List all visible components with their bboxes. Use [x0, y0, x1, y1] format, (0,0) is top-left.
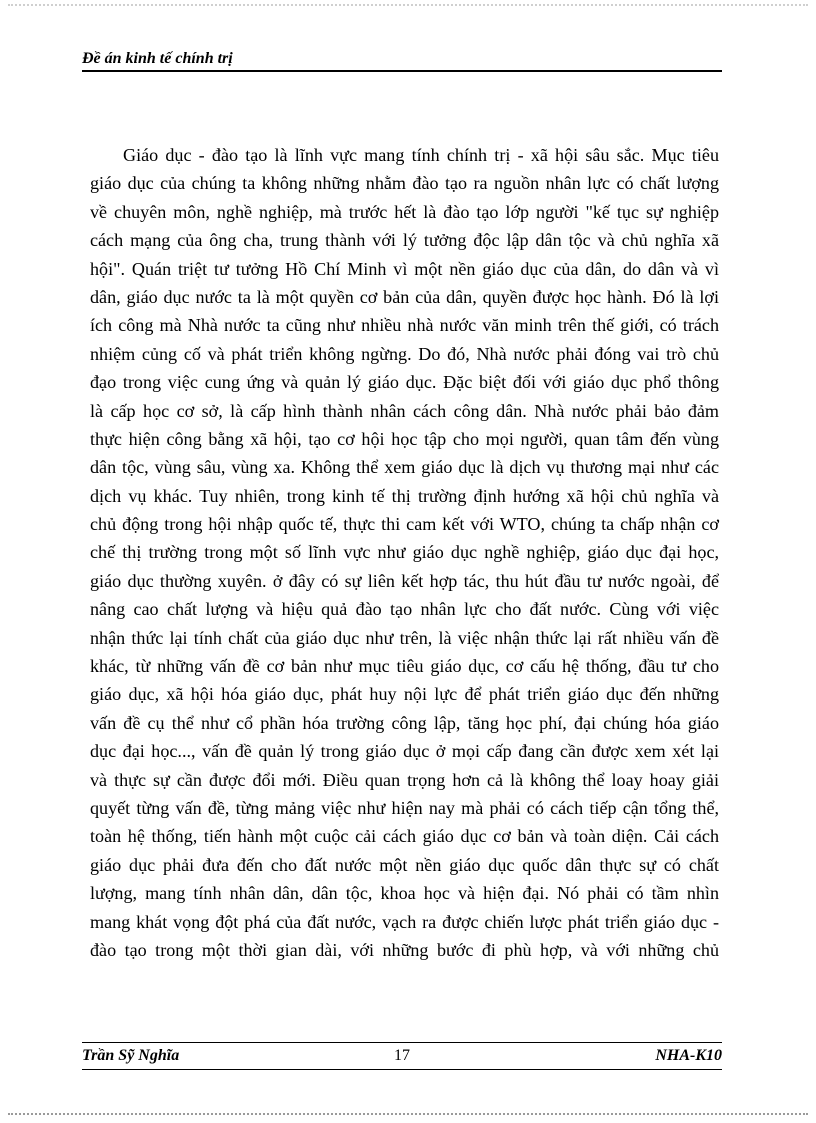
text-line: và thực sự cần được đổi mới. Điều quan trọng hơn cả là không thể loay hoay giải — [90, 769, 719, 790]
text-line: toàn hệ thống, tiến hành một cuộc cải cách giáo dục cơ bản và toàn diện. Cải cách — [90, 826, 719, 847]
text-line: đào tạo trong một thời gian dài, với những bước đi phù hợp, và với những chủ — [90, 939, 719, 960]
text-line: cách mạng của ông cha, trung thành với lý tưởng độc lập dân tộc và chủ nghĩa xã — [90, 230, 719, 251]
top-dotted-border — [8, 4, 808, 6]
text-line: quyết từng vấn đề, từng mảng việc như hiện nay mà phải có cách tiếp cận tổng thể, — [90, 797, 719, 818]
text-line: nhiệm củng cố và phát triển không ngừng. Do đó, Nhà nước phải đóng vai trò chủ — [90, 343, 719, 364]
text-line: là cấp học cơ sở, là cấp hình thành nhân cách công dân. Nhà nước phải bảo đảm — [90, 400, 719, 421]
footer-page-number: 17 — [394, 1047, 410, 1064]
text-line: về chuyên môn, nghề nghiệp, mà trước hết là đào tạo lớp người "kế tục sự nghiệp — [90, 201, 719, 222]
footer-author: Trần Sỹ Nghĩa — [82, 1047, 180, 1064]
page-header — [82, 48, 722, 72]
text-line: chủ động trong hội nhập quốc tế, thực thi cam kết với WTO, chúng ta chấp nhận cơ — [90, 514, 719, 535]
text-line: giáo dục phải đưa đến cho đất nước một nền giáo dục quốc dân thực sự có chất — [90, 854, 719, 875]
header-title: Đề án kinh tế chính trị — [82, 50, 233, 67]
text-line: đạo trong việc cung ứng và quản lý giáo dục. Đặc biệt đối với giáo dục phổ thông — [90, 372, 719, 393]
footer-code: NHA-K10 — [655, 1047, 722, 1064]
page-footer — [82, 1042, 722, 1070]
text-line: vấn đề cụ thể như cổ phần hóa trường công lập, tăng học phí, đại chúng hóa giáo — [90, 712, 719, 733]
body-paragraph — [90, 141, 719, 964]
text-line: dân tộc, vùng sâu, vùng xa. Không thể xem giáo dục là dịch vụ thương mại như các — [90, 457, 719, 478]
text-line: giáo dục thường xuyên. ở đây có sự liên kết hợp tác, thu hút đầu tư nước ngoài, để — [90, 570, 719, 591]
text-line: dịch vụ khác. Tuy nhiên, trong kinh tế thị trường định hướng xã hội chủ nghĩa và — [90, 485, 719, 506]
text-line: nâng cao chất lượng và hiệu quả đào tạo nhân lực cho đất nước. Cùng với việc — [90, 599, 719, 620]
text-line: ích công mà Nhà nước ta cũng như nhiều nhà nước văn minh trên thế giới, có trách — [90, 315, 719, 336]
text-line: hội". Quán triệt tư tưởng Hồ Chí Minh vì một nền giáo dục của dân, do dân và vì — [90, 258, 719, 279]
text-line: dân, giáo dục nước ta là một quyền cơ bản của dân, quyền được học hành. Đó là lợi — [90, 286, 719, 307]
text-line: dục đại học..., vấn đề quản lý trong giáo dục ở mọi cấp đang cần được xem xét lại — [90, 741, 719, 762]
text-line: chế thị trường trong một số lĩnh vực như giáo dục nghề nghiệp, giáo dục đại học, — [90, 542, 719, 563]
text-line: giáo dục, xã hội hóa giáo dục, phát huy nội lực để phát triển giáo dục đến những — [90, 684, 719, 705]
text-line: nhận thức lại tính chất của giáo dục như trên, là việc nhận thức lại rất nhiều vấn đề — [90, 627, 719, 648]
text-line: Giáo dục - đào tạo là lĩnh vực mang tính chính trị - xã hội sâu sắc. Mục tiêu — [123, 145, 719, 165]
text-line: thực hiện công bằng xã hội, tạo cơ hội học tập cho mọi người, quan tâm đến vùng — [90, 428, 719, 449]
text-line: giáo dục của chúng ta không những nhằm đào tạo ra nguồn nhân lực có chất lượng — [90, 173, 719, 194]
bottom-dotted-border — [8, 1113, 808, 1115]
text-line: mang khát vọng đột phá của đất nước, vạch ra được chiến lược phát triển giáo dục - — [90, 911, 719, 932]
text-line: khác, từ những vấn đề cơ bản như mục tiêu giáo dục, cơ cấu hệ thống, đầu tư cho — [90, 656, 719, 677]
text-line: lượng, mang tính nhân dân, dân tộc, khoa học và hiện đại. Nó phải có tầm nhìn — [90, 883, 719, 904]
